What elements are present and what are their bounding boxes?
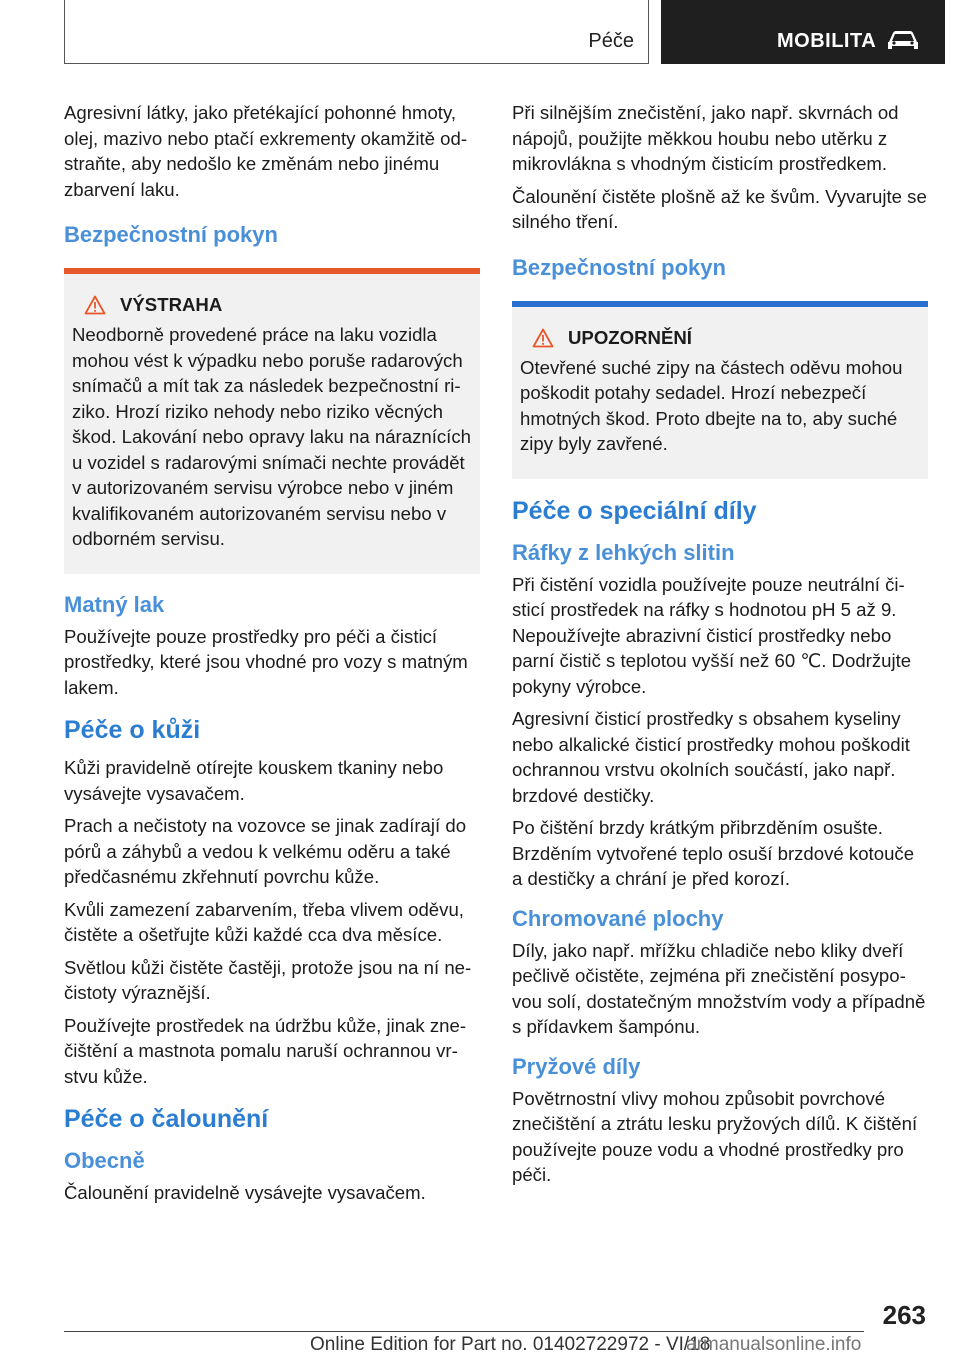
rims-paragraph-3: Po čištění brzdy krátkým přibrzděním osušte. Brzděním vytvořené teplo osuší brzdové kotouče a destičky a chrání je před korozí.	[512, 817, 915, 889]
edition-text: Online Edition for Part no. 01402722972 - VI/18	[310, 1334, 711, 1355]
notice-title	[520, 327, 920, 349]
warning-triangle-icon	[84, 295, 106, 315]
chrome-heading: Chromované plochy	[512, 905, 724, 931]
warning-title	[72, 294, 472, 316]
intro-paragraph: Agresivní látky, jako přetékající pohonné hmoty, olej, mazivo nebo ptačí exkrementy okamžitě odstraňte, aby nedošlo ke změnám nebo jinému zbarvení laku.	[64, 102, 468, 200]
left-column	[64, 100, 480, 1213]
leather-paragraph-5: Používejte prostředek na údržbu kůže, jinak znečištění a mastnota pomalu naruší ochrannou vrstvu kůže.	[64, 1014, 467, 1087]
header-section-tab	[64, 0, 649, 64]
leather-paragraph-1: Kůži pravidelně otírejte kouskem tkaniny nebo vysávejte vysavačem.	[64, 757, 444, 804]
leather-paragraph-2: Prach a nečistoty na vozovce se jinak zadírají do pórů a záhybů a vedou k velkému oděru a také předčasnému zkřehnutí povrchu kůže.	[64, 815, 467, 887]
general-paragraph: Čalounění pravidelně vysávejte vysavačem.	[64, 1182, 426, 1203]
rims-heading: Ráfky z lehkých slitin	[512, 539, 735, 565]
upholstery-seams-paragraph: Čalounění čistěte plošně až ke švům. Vyvarujte se silného tření.	[512, 185, 927, 232]
chrome-paragraph: Díly, jako např. mřížku chladiče nebo kliky dveří pečlivě očistěte, zejména při znečistění posypovou solí, dostatečným množstvím vody a případně s přídavkem šampónu.	[512, 939, 926, 1037]
notice-box	[512, 307, 928, 479]
safety-heading: Bezpečnostní pokyn	[64, 222, 278, 247]
leather-heading: Péče o kůži	[64, 716, 201, 744]
header-chapter-tab	[661, 0, 945, 64]
special-parts-heading: Péče o speciální díly	[512, 496, 757, 525]
upholstery-heading: Péče o čalounění	[64, 1105, 269, 1133]
header-section-label: Péče	[588, 30, 634, 52]
warning-box	[64, 274, 480, 574]
page-number: 263	[882, 1300, 926, 1330]
warning-triangle-icon	[532, 328, 554, 348]
notice-text: Otevřené suché zipy na částech oděvu mohou poškodit potahy sedadel. Hrozí nebezpečí hmotných škod. Proto dbejte na to, aby suché zipy byly zavřené.	[520, 356, 903, 454]
watermark-text: armanualsonline.info	[686, 1334, 862, 1355]
right-column	[512, 100, 928, 1195]
matte-heading: Matný lak	[64, 591, 165, 617]
car-icon	[885, 28, 921, 52]
rims-paragraph-1: Při čistění vozidla používejte pouze neutrální čisticí prostředek na ráfky s hodnotou pH 5 až 9. Nepoužívejte abrazivní čisticí prostředky nebo parní čistič s teplotou vyšší než 60 ℃. Dodržujte pokyny výrobce.	[512, 573, 912, 697]
stain-paragraph: Při silnějším znečistění, jako např. skvrnách od nápojů, použijte měkkou houbu nebo utěrku z mikrovlákna s vhodným čisticím prostředkem.	[512, 102, 899, 174]
leather-paragraph-4: Světlou kůži čistěte častěji, protože jsou na ní nečistoty výraznější.	[64, 956, 472, 1003]
rims-paragraph-2: Agresivní čisticí prostředky s obsahem kyseliny nebo alkalické čisticí prostředky mohou poškodit ochrannou vrstvu okolních součástí, jako např. brzdové destičky.	[512, 708, 910, 806]
leather-paragraph-3: Kvůli zamezení zabarvením, třeba vlivem oděvu, čistěte a ošetřujte kůži každé cca dva měsíce.	[64, 898, 464, 945]
warning-title-text: VÝSTRAHA	[120, 294, 223, 315]
warning-text: Neodborně provedené práce na laku vozidla mohou vést k výpadku nebo poruše radarových snímačů a mít tak za následek bezpečnostní riziko. Hrozí riziko nehody nebo riziko věcných škod. Lakování nebo opravy laku na náraznících u vozidel s radarovými snímači nechte provádět v autorizovaném servisu výrobce nebo v jiném kvalifikovaném autorizovaném servisu nebo v odborném servisu.	[72, 324, 471, 549]
general-heading: Obecně	[64, 1148, 145, 1173]
safety-heading-right: Bezpečnostní pokyn	[512, 254, 726, 280]
rubber-heading: Pryžové díly	[512, 1053, 641, 1079]
footer-divider	[64, 1331, 864, 1332]
rubber-paragraph: Povětrnostní vlivy mohou způsobit povrchové znečištění a ztrátu lesku pryžových dílů. K čištění používejte pouze vodu a vhodné prostředky pro péči.	[512, 1087, 918, 1185]
matte-paragraph: Používejte pouze prostředky pro péči a čisticí prostředky, které jsou vhodné pro vozy s matným lakem.	[64, 625, 468, 698]
header-chapter-label: MOBILITA	[777, 30, 877, 52]
notice-title-text: UPOZORNĚNÍ	[568, 326, 692, 348]
